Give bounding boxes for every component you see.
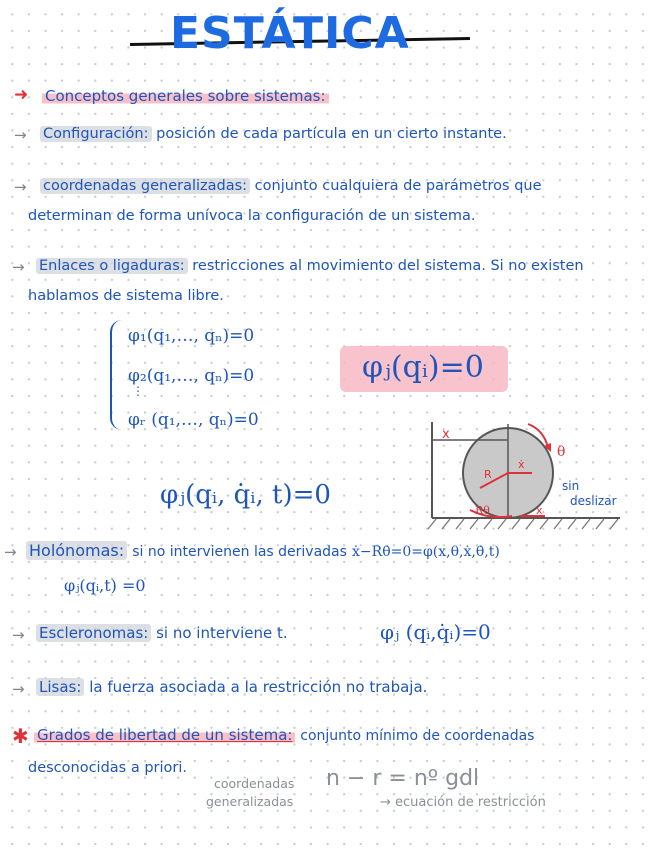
grados-formula: n − r = nº gdl xyxy=(326,766,480,791)
diagram-theta-label: θ xyxy=(557,444,566,460)
configuracion-term: Configuración: xyxy=(40,126,152,142)
equation-1: φ₁(q₁,…, qₙ)=0 xyxy=(128,326,255,346)
page-title: ESTÁTICA xyxy=(170,8,410,59)
diagram-x-bottom-label: x xyxy=(536,504,543,517)
holonomas-term: Holónomas: xyxy=(26,541,127,560)
grados-restriccion: → ecuación de restricción xyxy=(380,795,546,810)
grados-def1: conjunto mínimo de coordenadas xyxy=(300,728,535,744)
red-arrow-icon: ➜ xyxy=(14,85,29,105)
diagram-sin-label: sin xyxy=(562,479,580,493)
lisas-def: la fuerza asociada a la restricción no trabaja. xyxy=(89,678,428,696)
escleronomas-eq: φⱼ (qᵢ,q̇ᵢ)=0 xyxy=(380,620,491,644)
escleronomas-term: Escleronomas: xyxy=(36,624,151,642)
equation-brace xyxy=(110,320,122,430)
enlaces-term: Enlaces o ligaduras: xyxy=(36,258,188,274)
rolling-disk-diagram xyxy=(420,418,640,533)
asterisk-icon: ✱ xyxy=(12,724,29,748)
lisas-line xyxy=(36,678,427,696)
configuracion-line xyxy=(40,126,507,142)
coordenadas-def2: determinan de forma unívoca la configuración de un sistema. xyxy=(28,208,476,224)
coordenadas-line1 xyxy=(40,178,542,194)
enlaces-line1 xyxy=(36,258,584,274)
bullet-arrow-icon: → xyxy=(12,258,25,276)
escleronomas-def: si no interviene t. xyxy=(156,624,288,642)
holonomas-line xyxy=(26,541,500,560)
general-equation: φⱼ(qᵢ, q̇ᵢ, t)=0 xyxy=(160,480,331,510)
lisas-term: Lisas: xyxy=(36,678,84,696)
boxed-equation: φⱼ(qᵢ)=0 xyxy=(362,350,484,385)
diagram-rtheta-label: Rθ xyxy=(475,504,490,517)
grados-line1 xyxy=(34,726,534,744)
grados-coord-label2: generalizadas xyxy=(206,794,294,809)
bullet-arrow-icon: → xyxy=(14,126,27,144)
holonomas-def: si no intervienen las derivadas xyxy=(132,544,347,560)
bullet-arrow-icon: → xyxy=(4,543,17,561)
coordenadas-term: coordenadas generalizadas: xyxy=(40,178,250,194)
configuracion-def: posición de cada partícula en un cierto instante. xyxy=(156,126,507,142)
diagram-r-label: R xyxy=(484,468,492,481)
escleronomas-line xyxy=(36,624,288,642)
diagram-x-label: x xyxy=(442,427,450,442)
bullet-arrow-icon: → xyxy=(14,178,27,196)
grados-coord-label1: coordenadas xyxy=(214,776,295,791)
enlaces-def2: hablamos de sistema libre. xyxy=(28,288,224,304)
enlaces-def1: restricciones al movimiento del sistema. Si no existen xyxy=(192,258,584,274)
holonomas-eq: φⱼ(qᵢ,t) =0 xyxy=(64,576,146,595)
grados-def2: desconocidas a priori. xyxy=(28,760,187,776)
holonomas-example: ẋ−Rθ̇=0=φ(x,θ,ẋ,θ̇,t) xyxy=(352,544,500,560)
bullet-arrow-icon: → xyxy=(12,680,25,698)
equation-3: φᵣ (q₁,…, qₙ)=0 xyxy=(128,410,259,430)
grados-term: Grados de libertad de un sistema: xyxy=(34,726,295,744)
bullet-arrow-icon: → xyxy=(12,626,25,644)
coordenadas-def1: conjunto cualquiera de parámetros que xyxy=(254,178,542,194)
equation-dots: ⋮ xyxy=(132,384,144,398)
section-header: Conceptos generales sobre sistemas: xyxy=(42,87,329,105)
diagram-xdot-label: ẋ xyxy=(518,458,525,471)
equation-2: φ₂(q₁,…, qₙ)=0 xyxy=(128,366,255,386)
diagram-deslizar-label: deslizar xyxy=(570,494,617,508)
